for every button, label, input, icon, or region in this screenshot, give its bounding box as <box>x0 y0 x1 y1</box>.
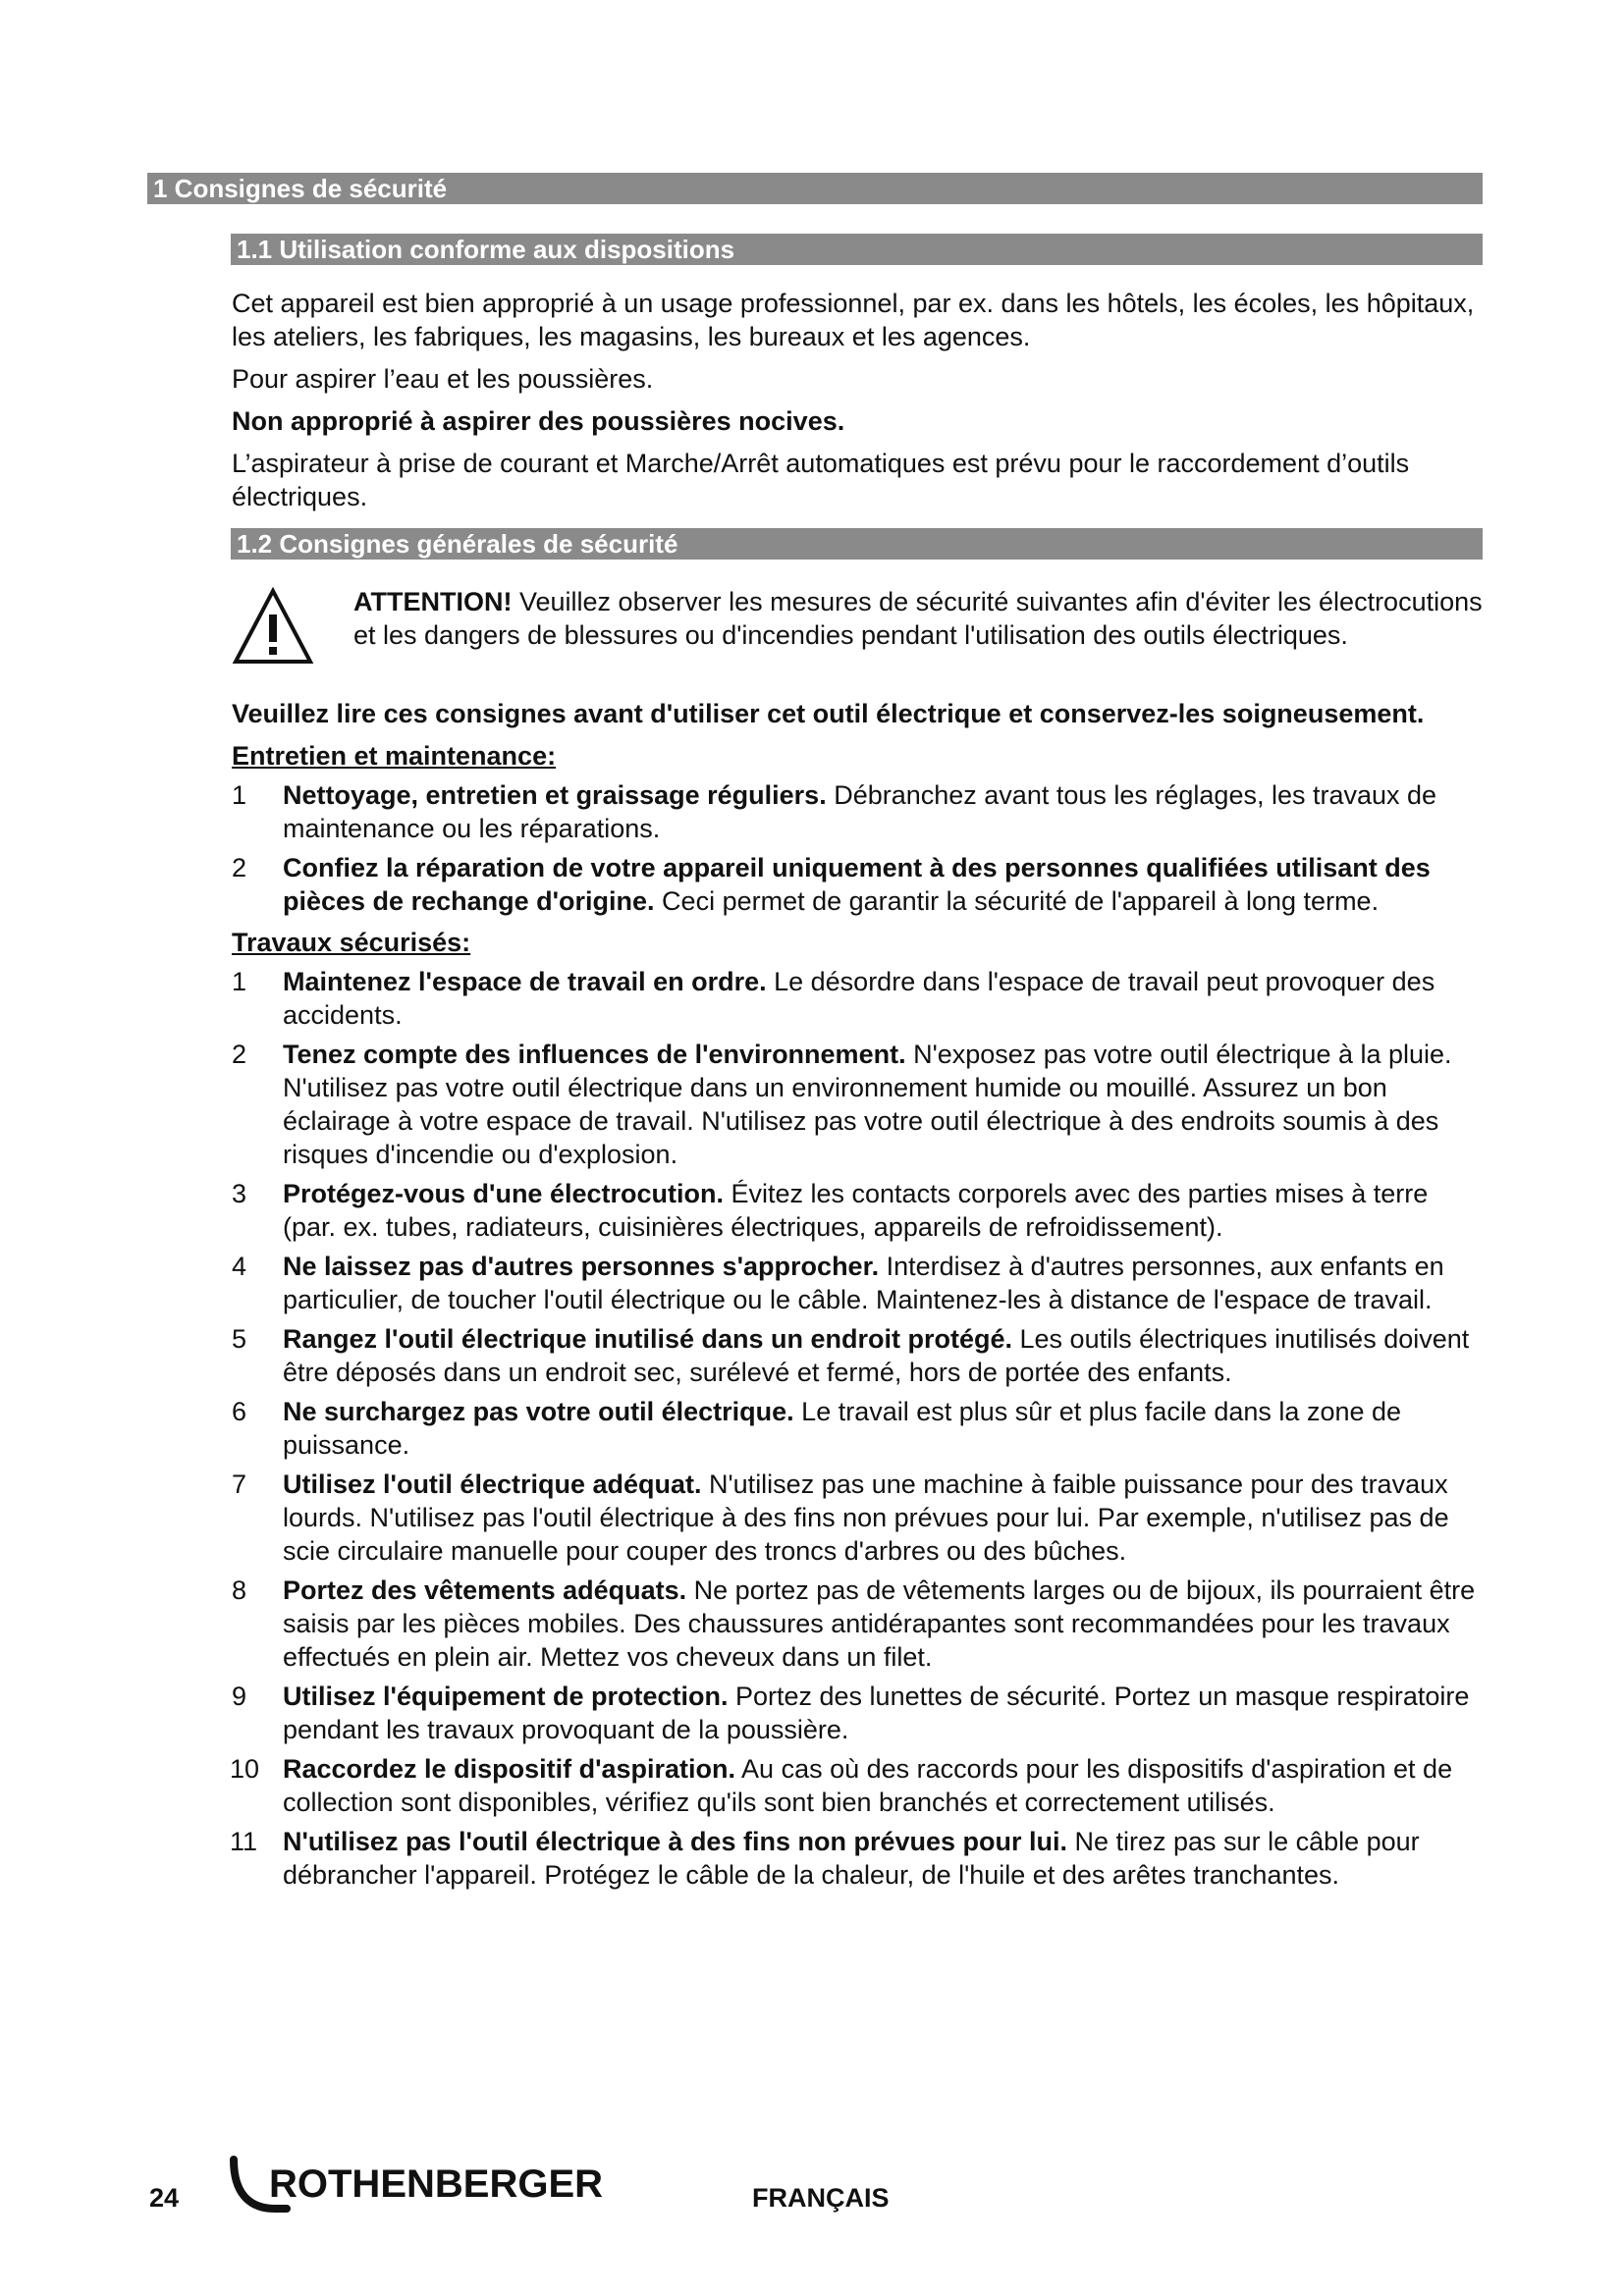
item-number: 1 <box>232 780 247 810</box>
travaux-list <box>232 965 1485 1892</box>
item-text: Au cas où des raccords pour les dispositifs d'aspiration et de collection sont disponibles, vérifiez qu'ils sont bien branchés et correctement utilisés. <box>283 1754 1453 1817</box>
item-title: Protégez-vous d'une électrocution. <box>283 1179 724 1208</box>
item-number: 2 <box>232 853 247 882</box>
item-number: 3 <box>232 1179 247 1208</box>
item-number: 8 <box>232 1575 247 1605</box>
travaux-heading: Travaux sécurisés: <box>232 928 471 957</box>
section-1-1-heading: 1.1 Utilisation conforme aux dispositions <box>231 234 1483 265</box>
item-title: Portez des vêtements adéquats. <box>283 1575 687 1605</box>
rothenberger-logo <box>228 2152 621 2220</box>
item-number: 2 <box>232 1040 247 1069</box>
restriction-paragraph: Non approprié à aspirer des poussières nocives. <box>232 406 845 436</box>
item-text: Évitez les contacts corporels avec des parties mises à terre (par. ex. tubes, radiateurs, cuisinières électriques, appareils de refroidissement). <box>283 1179 1429 1242</box>
read-instructions-paragraph: Veuillez lire ces consignes avant d'utiliser cet outil électrique et conservez-les soigneusement. <box>232 699 1425 728</box>
logo-text: ROTHENBERGER <box>269 2163 604 2206</box>
item-title: Confiez la réparation de votre appareil uniquement à des personnes qualifiées utilisant des pièces de rechange d'origine. <box>283 853 1431 916</box>
usage-paragraph: Cet appareil est bien approprié à un usage professionnel, par ex. dans les hôtels, les écoles, les hôpitaux, les ateliers, les fabriques, les magasins, les bureaux et les agences. <box>232 289 1475 351</box>
list-item <box>232 1752 1485 1819</box>
item-title: Rangez l'outil électrique inutilisé dans un endroit protégé. <box>283 1324 1013 1354</box>
item-text: Débranchez avant tous les réglages, les travaux de maintenance ou les réparations. <box>283 780 1437 843</box>
list-item <box>232 1250 1485 1316</box>
page-footer <box>0 2163 1624 2260</box>
item-title: Ne laissez pas d'autres personnes s'approcher. <box>283 1252 880 1281</box>
item-number: 10 <box>230 1754 260 1784</box>
list-item <box>232 1680 1485 1746</box>
page-number: 24 <box>149 2183 180 2213</box>
item-number: 6 <box>232 1397 247 1426</box>
item-title: Nettoyage, entretien et graissage réguliers. <box>283 780 827 810</box>
item-title: Utilisez l'outil électrique adéquat. <box>283 1469 702 1499</box>
entretien-heading: Entretien et maintenance: <box>232 741 557 771</box>
item-text: N'utilisez pas une machine à faible puissance pour des travaux lourds. N'utilisez pas l'outil électrique à des fins non prévues pour lui. Par exemple, n'utilisez pas de scie circulaire manuelle pour couper des troncs d'arbres ou des bûches. <box>283 1469 1449 1566</box>
list-item <box>232 1574 1485 1674</box>
list-item <box>232 1038 1485 1171</box>
item-number: 11 <box>230 1827 258 1856</box>
list-item <box>232 851 1485 918</box>
socket-paragraph: L’aspirateur à prise de courant et Marche/Arrêt automatiques est prévu pour le raccordement d’outils électriques. <box>232 449 1410 511</box>
item-title: Raccordez le dispositif d'aspiration. <box>283 1754 736 1784</box>
section-1-heading: 1 Consignes de sécurité <box>147 173 1483 204</box>
list-item <box>232 1468 1485 1568</box>
warning-label: ATTENTION! <box>353 587 513 616</box>
list-item <box>232 1177 1485 1244</box>
warning-block <box>232 585 1485 687</box>
item-text: Portez des lunettes de sécurité. Portez un masque respiratoire pendant les travaux provoquant de la poussière. <box>283 1682 1470 1744</box>
section-1-1-body <box>232 287 1485 522</box>
item-number: 1 <box>232 967 247 996</box>
item-title: Maintenez l'espace de travail en ordre. <box>283 967 767 996</box>
item-text: Ne tirez pas sur le câble pour débrancher l'appareil. Protégez le câble de la chaleur, de l'huile et des arêtes tranchantes. <box>283 1827 1420 1890</box>
language-label: FRANÇAIS <box>752 2183 890 2213</box>
list-item <box>232 778 1485 845</box>
item-text: Interdisez à d'autres personnes, aux enfants en particulier, de toucher l'outil électrique ou le câble. Maintenez-les à distance de l'espace de travail. <box>283 1252 1444 1314</box>
item-title: Ne surchargez pas votre outil électrique. <box>283 1397 794 1426</box>
warning-text: Veuillez observer les mesures de sécurité suivantes afin d'éviter les électrocutions et les dangers de blessures ou d'incendies pendant l'utilisation des outils électriques. <box>353 587 1483 650</box>
list-item <box>232 1395 1485 1462</box>
section-1-2-heading: 1.2 Consignes générales de sécurité <box>231 528 1483 560</box>
section-1-2-body <box>232 585 1485 1899</box>
item-text: Ne portez pas de vêtements larges ou de bijoux, ils pourraient être saisis par les pièces mobiles. Des chaussures antidérapantes sont recommandées pour les travaux effectués en plein air. Mettez vos cheveux dans un filet. <box>283 1575 1476 1672</box>
item-number: 4 <box>232 1252 247 1281</box>
item-text: Ceci permet de garantir la sécurité de l'appareil à long terme. <box>654 886 1380 916</box>
entretien-list <box>232 778 1485 918</box>
item-number: 9 <box>232 1682 247 1711</box>
item-title: Utilisez l'équipement de protection. <box>283 1682 729 1711</box>
item-number: 5 <box>232 1324 247 1354</box>
list-item <box>232 1825 1485 1892</box>
list-item <box>232 1322 1485 1389</box>
item-text: N'exposez pas votre outil électrique à la pluie. N'utilisez pas votre outil électrique dans un environnement humide ou mouillé. Assurez un bon éclairage à votre espace de travail. N'utilisez pas votre outil électrique à des endroits soumis à des risques d'incendie ou d'explosion. <box>283 1040 1452 1169</box>
item-text: Le travail est plus sûr et plus facile dans la zone de puissance. <box>283 1397 1402 1460</box>
purpose-paragraph: Pour aspirer l’eau et les poussières. <box>232 364 654 394</box>
item-title: N'utilisez pas l'outil électrique à des fins non prévues pour lui. <box>283 1827 1067 1856</box>
item-number: 7 <box>232 1469 247 1499</box>
warning-triangle-icon <box>232 587 314 666</box>
item-text: Les outils électriques inutilisés doivent être déposés dans un endroit sec, surélevé et fermé, hors de portée des enfants. <box>283 1324 1470 1387</box>
item-title: Tenez compte des influences de l'environnement. <box>283 1040 906 1069</box>
list-item <box>232 965 1485 1032</box>
item-text: Le désordre dans l'espace de travail peut provoquer des accidents. <box>283 967 1435 1030</box>
